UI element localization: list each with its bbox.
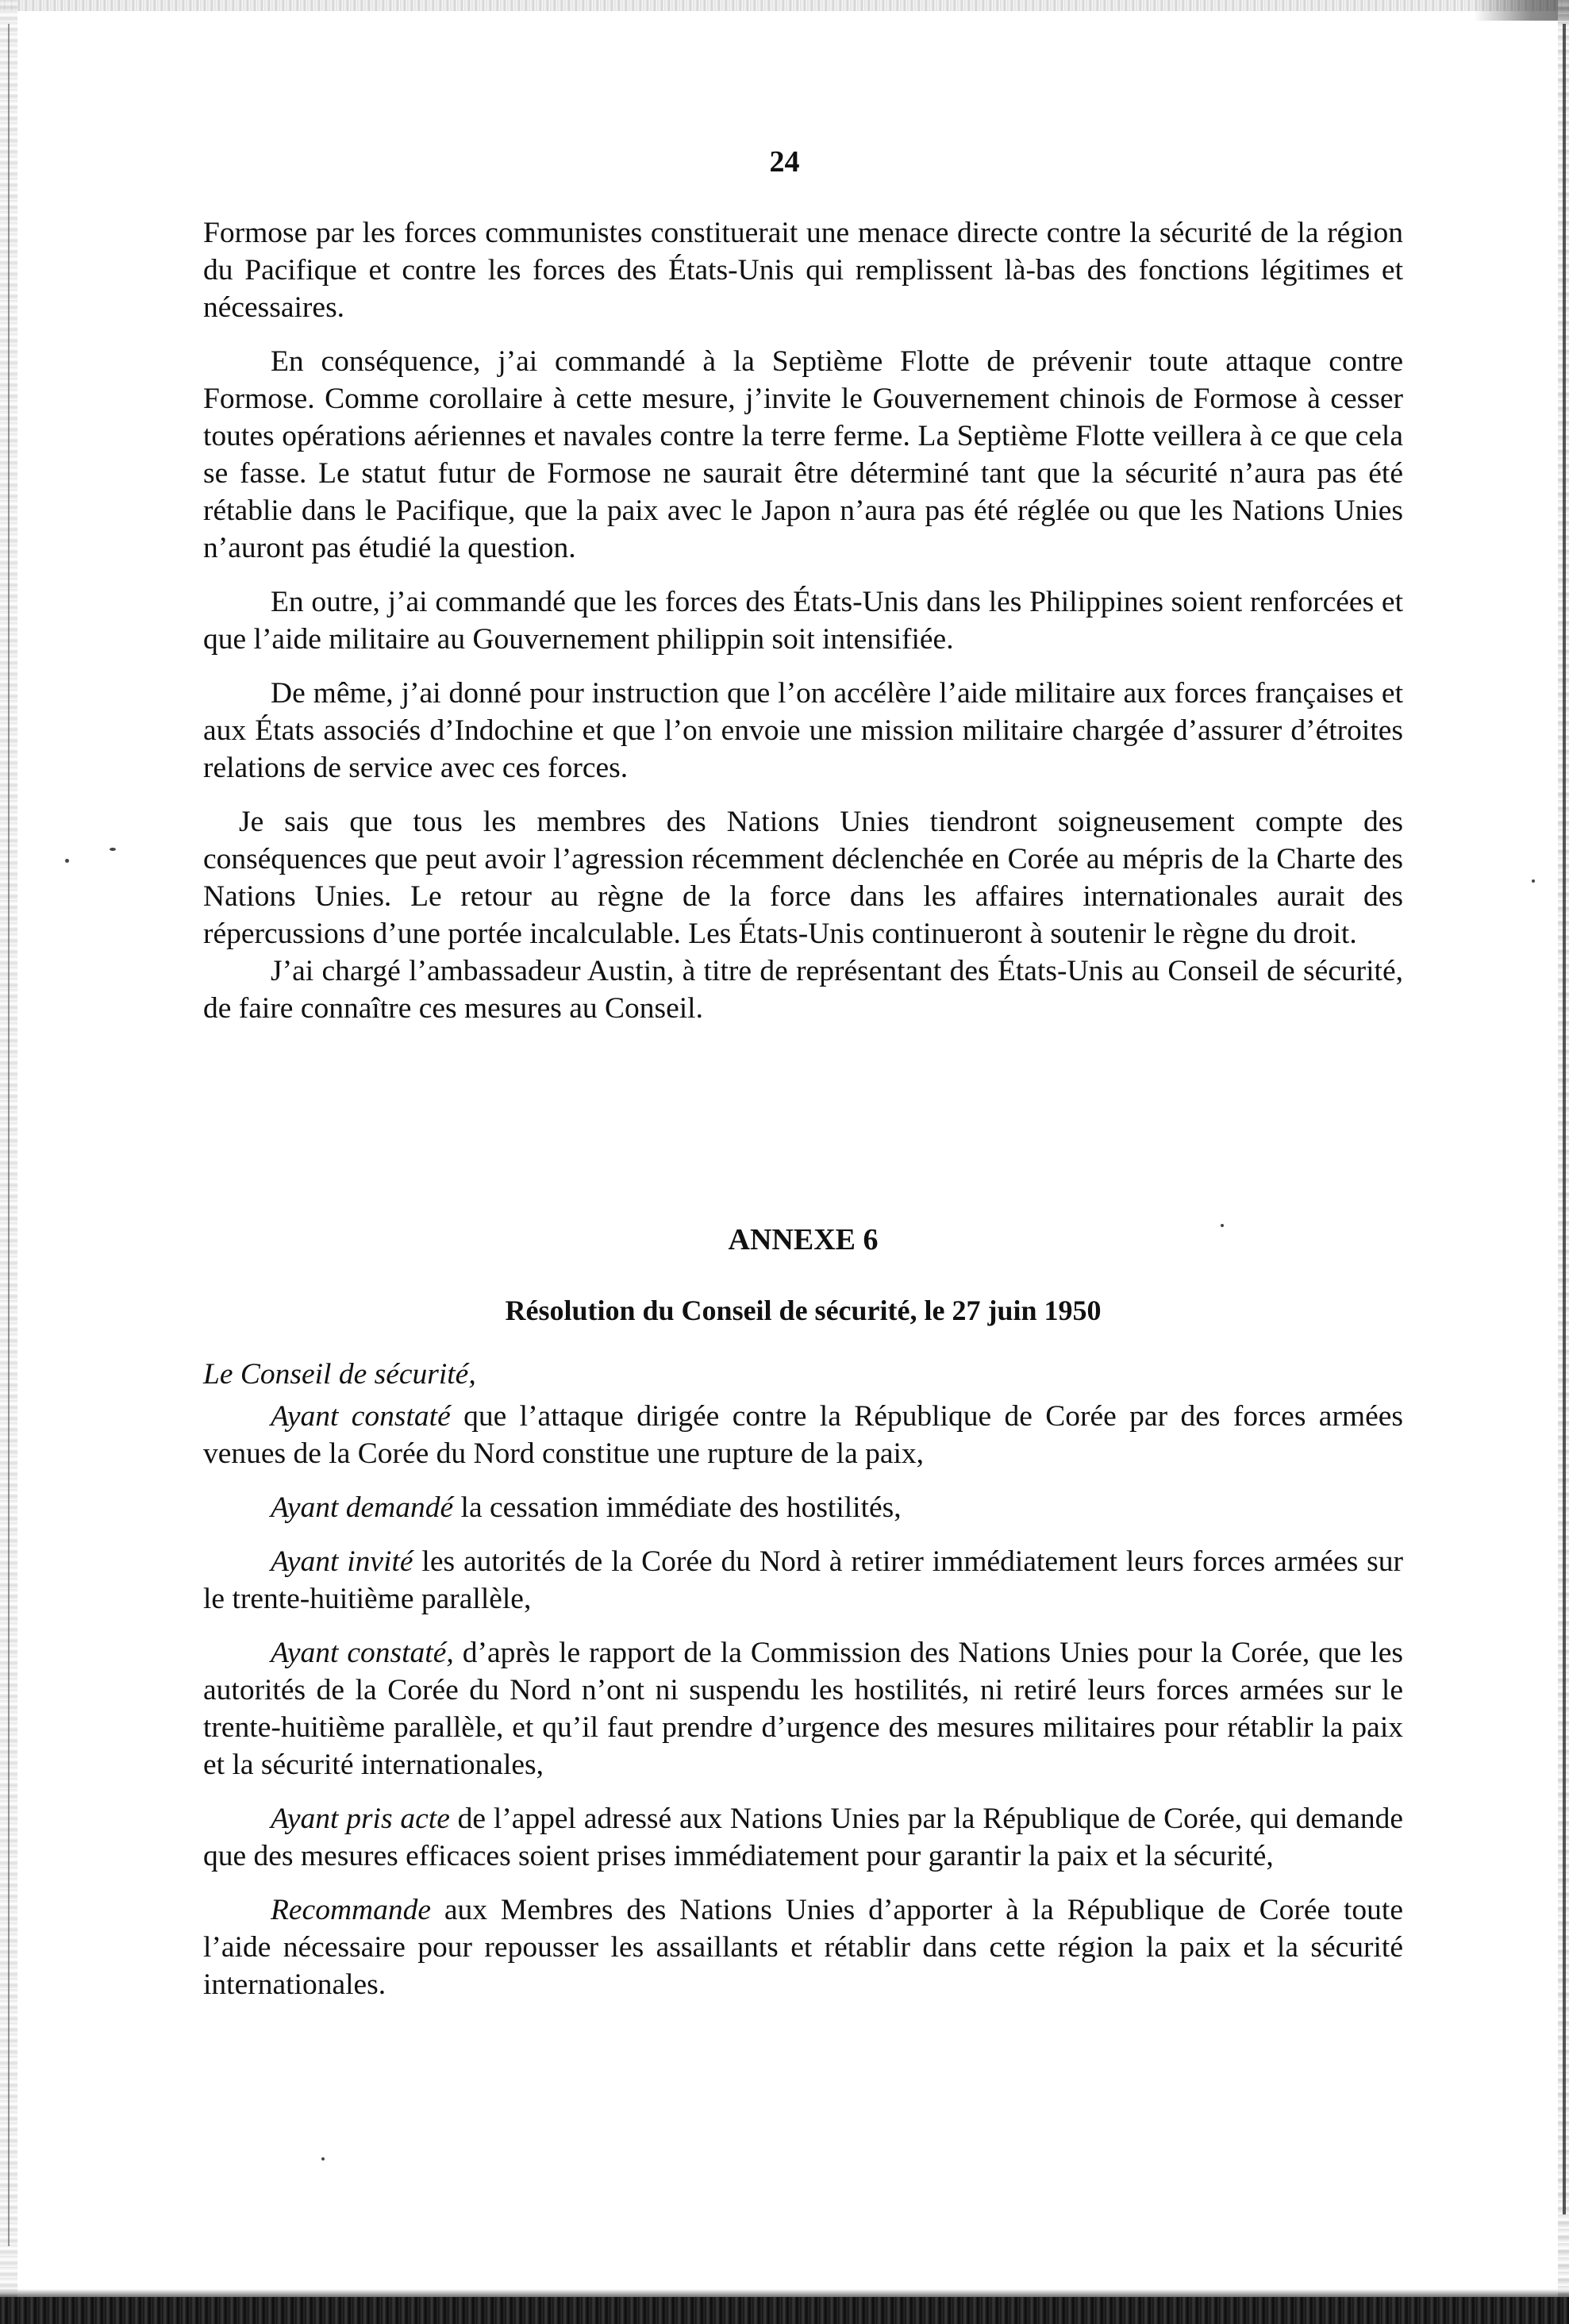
clause-lead: Ayant demandé bbox=[271, 1491, 454, 1524]
page-number: 24 bbox=[769, 145, 800, 179]
resolution-clause bbox=[203, 1634, 1403, 1783]
scan-speck bbox=[110, 848, 116, 851]
clause-lead: Recommande bbox=[271, 1894, 432, 1926]
body-paragraph: Formose par les forces communistes constituerait une menace directe contre la sécurité de la région du Pacifique et contre les forces des États-Unis qui remplissent là-bas des fonctions légitimes et nécessaires. bbox=[203, 217, 1403, 324]
body-paragraph: En conséquence, j’ai commandé à la Septième Flotte de prévenir toute attaque contre Formose. Comme corollaire à cette mesure, j’invite le Gouvernement chinois de Formose à cesser toutes opérations aériennes et navales contre la terre ferme. La Septième Flotte veillera à ce que cela se fasse. Le statut futur de Formose ne saurait être déterminé tant que la sécurité n’aura pas été rétablie dans le Pacifique, que la paix avec le Japon n’aura pas été réglée ou que les Nations Unies n’auront pas étudié la question. bbox=[203, 345, 1403, 564]
body-paragraph: Je sais que tous les membres des Nations Unies tiendront soigneusement compte des conséquences que peut avoir l’agression récemment déclenchée en Corée au mépris de la Charte des Nations Unies. Le retour au règne de la force dans les affaires internationales aurait des répercussions d’une portée incalculable. Les États-Unis continueront à soutenir le règne du droit. bbox=[203, 806, 1403, 950]
clause-text: les autorités de la Corée du Nord à retirer immédiatement leurs forces armées sur le trente-huitième parallèle, bbox=[203, 1545, 1403, 1615]
scan-speck bbox=[321, 2157, 325, 2160]
scan-speck bbox=[65, 859, 69, 863]
clause-text: aux Membres des Nations Unies d’apporter à la République de Corée toute l’aide nécessaire pour repousser les assaillants et rétablir dans cette région la paix et la sécurité internationales. bbox=[203, 1894, 1403, 2001]
body-paragraph: En outre, j’ai commandé que les forces des États-Unis dans les Philippines soient renforcées et que l’aide militaire au Gouvernement philippin soit intensifiée. bbox=[203, 586, 1403, 656]
clause-lead: Ayant invité bbox=[271, 1545, 413, 1578]
clause-lead: Ayant pris acte bbox=[271, 1803, 450, 1835]
body-paragraph: J’ai chargé l’ambassadeur Austin, à titre de représentant des États-Unis au Conseil de sécurité, de faire connaître ces mesures au Conseil. bbox=[203, 955, 1403, 1025]
resolution-clause bbox=[203, 1543, 1403, 1618]
scan-edge-bottom bbox=[0, 2297, 1569, 2324]
annex-title: ANNEXE 6 bbox=[728, 1223, 879, 1256]
body-paragraph: De même, j’ai donné pour instruction que l’on accélère l’aide militaire aux forces françaises et aux États associés d’Indochine et que l’on envoie une mission militaire chargée d’assurer d’étroites relations de service avec ces forces. bbox=[203, 677, 1403, 784]
clause-text: que l’attaque dirigée contre la République de Corée par des forces armées venues de la Corée du Nord constitue une rupture de la paix, bbox=[203, 1400, 1403, 1470]
letter-body bbox=[203, 214, 1403, 1044]
clause-text: de l’appel adressé aux Nations Unies par la République de Corée, qui demande que des mesures efficaces soient prises immédiatement pour garantir la paix et la sécurité, bbox=[203, 1803, 1403, 1872]
resolution-clause bbox=[203, 1398, 1403, 1472]
scan-edge-top bbox=[0, 0, 1569, 11]
scan-corner-shadow bbox=[1474, 0, 1569, 21]
scan-shadow-bottom bbox=[0, 2289, 1569, 2297]
clause-text: d’après le rapport de la Commission des Nations Unies pour la Corée, que les autorités de la Corée du Nord n’ont ni suspendu les hostilités, ni retiré leurs forces armées sur le trente-huitième parallèle, et qu’il faut prendre d’urgence des mesures militaires pour rétablir la paix et la sécurité internationales, bbox=[203, 1637, 1403, 1781]
resolution-clause bbox=[203, 1891, 1403, 2003]
resolution-preamble bbox=[203, 1356, 1403, 1393]
scan-binding-line-right bbox=[1563, 24, 1566, 2214]
resolution-clause bbox=[203, 1800, 1403, 1875]
preamble-text: Le Conseil de sécurité, bbox=[203, 1358, 476, 1391]
clause-text: la cessation immédiate des hostilités, bbox=[453, 1491, 902, 1524]
clause-lead: Ayant constaté bbox=[271, 1400, 451, 1433]
annex-subtitle: Résolution du Conseil de sécurité, le 27 juin 1950 bbox=[505, 1295, 1102, 1326]
resolution-body bbox=[203, 1356, 1403, 2020]
resolution-clause bbox=[203, 1489, 1403, 1526]
scan-speck bbox=[1532, 879, 1535, 883]
clause-lead: Ayant constaté, bbox=[271, 1637, 454, 1669]
scan-binding-line-left bbox=[8, 24, 10, 2246]
